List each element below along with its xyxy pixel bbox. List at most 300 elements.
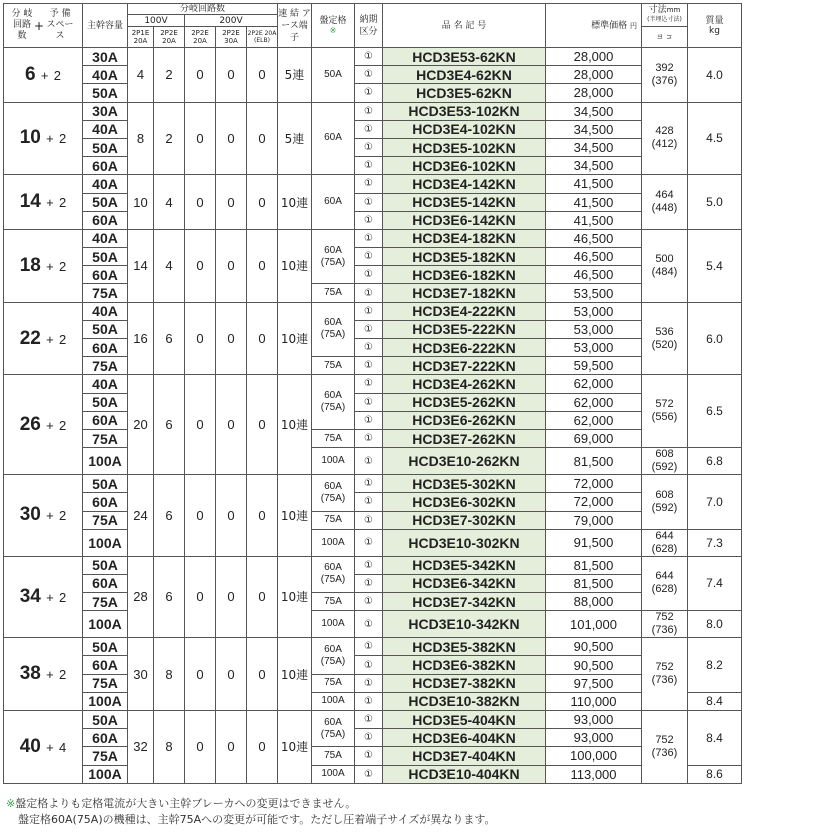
dimension-width: 752 — [655, 611, 674, 624]
price-value: 62,000 — [546, 393, 642, 411]
price-value: 34,500 — [546, 157, 642, 175]
price-value: 81,500 — [546, 448, 642, 475]
dimension-cell — [642, 48, 688, 103]
spare-count: 2 — [59, 667, 67, 683]
model-number: HCD3E10-382KN — [383, 692, 546, 710]
connection-cell: 10連 — [278, 229, 312, 302]
model-number: HCD3E7-342KN — [383, 593, 546, 611]
main-capacity: 30A — [83, 102, 128, 120]
dimension-flush-width: (592) — [651, 501, 678, 514]
rated-cell — [312, 765, 355, 783]
model-number: HCD3E6-222KN — [383, 339, 546, 357]
branch-count-cell: 6 — [154, 475, 185, 557]
header-connection-label: 速 結 アース端子 — [278, 8, 311, 43]
circuit-count: 40 — [19, 735, 41, 757]
dimension-width: 392 — [655, 61, 674, 74]
main-capacity: 50A — [83, 248, 128, 266]
table-row — [4, 711, 770, 729]
model-number: HCD3E5-404KN — [383, 711, 546, 729]
rated-value: 60A — [324, 480, 342, 492]
plus-sign: + — [46, 739, 54, 755]
branch-count-cell: 0 — [185, 556, 216, 638]
model-number: HCD3E53-62KN — [383, 48, 546, 66]
rated-cell — [312, 593, 355, 611]
main-capacity: 100A — [83, 692, 128, 710]
branch-count-cell: 6 — [154, 375, 185, 475]
dimension-flush-width: (556) — [651, 411, 678, 424]
model-number: HCD3E10-404KN — [383, 765, 546, 783]
delivery-class: ① — [355, 320, 383, 338]
spare-count: 2 — [59, 258, 67, 274]
rated-value: 75A — [324, 677, 342, 689]
rated-cell — [312, 711, 355, 747]
delivery-class: ① — [355, 84, 383, 102]
main-capacity: 50A — [83, 638, 128, 656]
dimension-flush-width: (628) — [651, 583, 678, 596]
weight-value: 5.4 — [688, 229, 742, 302]
main-capacity: 40A — [83, 120, 128, 138]
rated-cell — [312, 375, 355, 430]
table-row — [4, 638, 770, 656]
main-capacity: 100A — [83, 611, 128, 638]
branch-count-cell: 30 — [128, 638, 154, 711]
price-value: 34,500 — [546, 102, 642, 120]
header-connection — [278, 4, 312, 48]
branch-count-cell: 0 — [247, 711, 278, 784]
model-number: HCD3E5-342KN — [383, 556, 546, 574]
rated-cell — [312, 747, 355, 765]
main-capacity: 60A — [83, 574, 128, 592]
header-price-unit: 円 — [630, 21, 637, 30]
branch-count-cell: 8 — [128, 102, 154, 175]
main-capacity: 75A — [83, 593, 128, 611]
branch-count-cell: 0 — [185, 229, 216, 302]
plus-sign: + — [46, 589, 54, 605]
model-number: HCD3E7-182KN — [383, 284, 546, 302]
circuit-count: 26 — [19, 413, 41, 435]
footnote-line-2: 盤定格60A(75A)の機種は、主幹75Aへの変更が可能です。ただし圧着端子サイズが異なります。 — [18, 813, 496, 826]
main-capacity: 50A — [83, 138, 128, 156]
header-price — [546, 4, 642, 48]
branch-count-cell: 0 — [216, 302, 247, 375]
rated-cell — [312, 175, 355, 230]
branch-count-cell: 0 — [216, 48, 247, 103]
header-dim-note: (半埋込寸法) — [647, 16, 682, 23]
delivery-class: ① — [355, 357, 383, 375]
delivery-class: ① — [355, 692, 383, 710]
weight-value: 6.5 — [688, 375, 742, 448]
main-capacity: 60A — [83, 266, 128, 284]
branch-count-cell: 16 — [128, 302, 154, 375]
model-number: HCD3E6-182KN — [383, 266, 546, 284]
delivery-class: ① — [355, 157, 383, 175]
circuit-count: 30 — [19, 504, 41, 526]
delivery-class: ① — [355, 429, 383, 447]
price-value: 93,000 — [546, 711, 642, 729]
model-number: HCD3E5-182KN — [383, 248, 546, 266]
delivery-class: ① — [355, 66, 383, 84]
delivery-class: ① — [355, 375, 383, 393]
rated-cell — [312, 302, 355, 357]
header-dim-unit: mm — [666, 6, 681, 14]
model-number: HCD3E7-404KN — [383, 747, 546, 765]
plus-sign: + — [46, 131, 54, 147]
branch-count-cell: 24 — [128, 475, 154, 557]
table-row — [4, 611, 770, 638]
delivery-class: ① — [355, 339, 383, 357]
model-number: HCD3E7-222KN — [383, 357, 546, 375]
price-value: 41,500 — [546, 211, 642, 229]
delivery-class: ① — [355, 393, 383, 411]
model-number: HCD3E6-102KN — [383, 157, 546, 175]
main-capacity: 50A — [83, 393, 128, 411]
price-value: 46,500 — [546, 229, 642, 247]
delivery-class: ① — [355, 48, 383, 66]
plus-sign: + — [46, 258, 54, 274]
main-capacity: 30A — [83, 48, 128, 66]
rated-cell — [312, 692, 355, 710]
header-row-1 — [4, 4, 770, 15]
rated-alt-value: (75A) — [320, 329, 346, 341]
dimension-flush-width: (448) — [651, 202, 678, 215]
model-number: HCD3E6-342KN — [383, 574, 546, 592]
spare-count: 4 — [59, 739, 67, 755]
main-capacity: 60A — [83, 157, 128, 175]
circuit-count-cell — [4, 102, 83, 175]
rated-cell — [312, 429, 355, 447]
price-value: 110,000 — [546, 692, 642, 710]
spare-count: 2 — [59, 195, 67, 211]
model-number: HCD3E6-382KN — [383, 656, 546, 674]
price-value: 46,500 — [546, 248, 642, 266]
branch-count-cell: 0 — [247, 48, 278, 103]
header-spare-label: 予 備 スペース — [46, 9, 74, 41]
dimension-cell — [642, 611, 688, 638]
product-spec-table — [3, 3, 770, 784]
delivery-class: ① — [355, 475, 383, 493]
circuit-count: 34 — [19, 585, 41, 607]
price-value: 100,000 — [546, 747, 642, 765]
plus-sign: + — [46, 417, 54, 433]
rated-value: 75A — [324, 749, 342, 761]
branch-count-cell: 14 — [128, 229, 154, 302]
delivery-class: ① — [355, 175, 383, 193]
rated-alt-value: (75A) — [320, 655, 346, 667]
header-2p2e20-elb: 2P2E 20A (ELB) — [247, 27, 278, 48]
header-dim — [642, 4, 688, 27]
delivery-class: ① — [355, 448, 383, 475]
dimension-cell — [642, 529, 688, 556]
weight-value: 4.5 — [688, 102, 742, 175]
rated-cell — [312, 357, 355, 375]
dimension-width: 500 — [655, 252, 674, 265]
rated-value: 75A — [324, 359, 342, 371]
dimension-cell — [642, 302, 688, 375]
model-number: HCD3E6-404KN — [383, 729, 546, 747]
header-plus: + — [33, 18, 45, 33]
dimension-cell — [642, 638, 688, 711]
model-number: HCD3E6-262KN — [383, 411, 546, 429]
rated-value: 60A — [324, 132, 342, 144]
header-main-capacity: 主幹容量 — [83, 4, 128, 48]
price-value: 53,000 — [546, 302, 642, 320]
price-value: 28,000 — [546, 48, 642, 66]
main-capacity: 50A — [83, 475, 128, 493]
branch-count-cell: 0 — [185, 102, 216, 175]
weight-value: 8.4 — [688, 711, 742, 766]
main-capacity: 60A — [83, 656, 128, 674]
delivery-class: ① — [355, 411, 383, 429]
delivery-class: ① — [355, 611, 383, 638]
delivery-class: ① — [355, 765, 383, 783]
header-2p2e20-200v: 2P2E 20A — [185, 27, 216, 48]
model-number: HCD3E6-142KN — [383, 211, 546, 229]
circuit-count-cell — [4, 229, 83, 302]
table-row — [4, 448, 770, 475]
price-value: 62,000 — [546, 375, 642, 393]
connection-cell: 5連 — [278, 48, 312, 103]
price-value: 72,000 — [546, 475, 642, 493]
model-number: HCD3E4-62KN — [383, 66, 546, 84]
circuit-count-cell — [4, 302, 83, 375]
rated-value: 100A — [321, 768, 345, 780]
connection-cell: 10連 — [278, 711, 312, 784]
footnote-2 — [18, 813, 496, 826]
price-value: 53,000 — [546, 320, 642, 338]
branch-count-cell: 8 — [154, 711, 185, 784]
price-value: 28,000 — [546, 84, 642, 102]
rated-alt-value: (75A) — [320, 492, 346, 504]
weight-value: 5.0 — [688, 175, 742, 230]
dimension-width: 608 — [655, 488, 674, 501]
branch-count-cell: 2 — [154, 48, 185, 103]
header-rated-label: 盤定格 — [319, 15, 347, 26]
rated-value: 60A — [324, 716, 342, 728]
branch-count-cell: 0 — [216, 375, 247, 475]
price-value: 81,500 — [546, 574, 642, 592]
weight-value: 8.0 — [688, 611, 742, 638]
price-value: 79,000 — [546, 511, 642, 529]
dimension-cell — [642, 229, 688, 302]
plus-sign: + — [46, 508, 54, 524]
connection-cell: 10連 — [278, 475, 312, 557]
rated-value: 60A — [324, 562, 342, 574]
table-row — [4, 229, 770, 247]
weight-value: 4.0 — [688, 48, 742, 103]
delivery-class: ① — [355, 556, 383, 574]
main-capacity: 75A — [83, 429, 128, 447]
weight-value: 6.0 — [688, 302, 742, 375]
branch-count-cell: 0 — [216, 475, 247, 557]
rated-value: 100A — [321, 695, 345, 707]
dimension-flush-width: (736) — [651, 746, 678, 759]
branch-count-cell: 0 — [216, 229, 247, 302]
plus-sign: + — [46, 331, 54, 347]
connection-cell: 10連 — [278, 175, 312, 230]
model-number: HCD3E7-382KN — [383, 674, 546, 692]
main-capacity: 60A — [83, 493, 128, 511]
branch-count-cell: 0 — [185, 711, 216, 784]
main-capacity: 50A — [83, 556, 128, 574]
price-value: 46,500 — [546, 266, 642, 284]
price-value: 69,000 — [546, 429, 642, 447]
main-capacity: 40A — [83, 375, 128, 393]
spec-table-body — [4, 48, 770, 784]
plus-sign: + — [46, 195, 54, 211]
circuit-count: 10 — [19, 127, 41, 149]
main-capacity: 40A — [83, 175, 128, 193]
dimension-cell — [642, 102, 688, 175]
connection-cell: 10連 — [278, 375, 312, 475]
main-capacity: 50A — [83, 320, 128, 338]
delivery-class: ① — [355, 529, 383, 556]
spare-count: 2 — [59, 508, 67, 524]
circuit-count: 22 — [19, 327, 41, 349]
main-capacity: 75A — [83, 511, 128, 529]
price-value: 34,500 — [546, 138, 642, 156]
dimension-cell — [642, 556, 688, 611]
model-number: HCD3E5-382KN — [383, 638, 546, 656]
price-value: 72,000 — [546, 493, 642, 511]
main-capacity: 40A — [83, 66, 128, 84]
spare-count: 2 — [59, 131, 67, 147]
branch-count-cell: 32 — [128, 711, 154, 784]
header-price-label: 標準価格 — [591, 20, 628, 31]
branch-count-cell: 0 — [185, 48, 216, 103]
price-value: 97,500 — [546, 674, 642, 692]
model-number: HCD3E4-142KN — [383, 175, 546, 193]
header-rated — [312, 4, 355, 48]
main-capacity: 60A — [83, 411, 128, 429]
model-number: HCD3E6-302KN — [383, 493, 546, 511]
branch-count-cell: 8 — [154, 638, 185, 711]
model-number: HCD3E4-182KN — [383, 229, 546, 247]
rated-value: 50A — [324, 68, 342, 80]
delivery-class: ① — [355, 211, 383, 229]
main-capacity: 40A — [83, 302, 128, 320]
circuit-count-cell — [4, 638, 83, 711]
dimension-flush-width: (484) — [651, 265, 678, 278]
branch-count-cell: 0 — [247, 556, 278, 638]
table-row — [4, 175, 770, 193]
weight-value: 8.6 — [688, 765, 742, 783]
branch-count-cell: 0 — [216, 556, 247, 638]
weight-value: 7.3 — [688, 529, 742, 556]
rated-cell — [312, 475, 355, 511]
price-value: 93,000 — [546, 729, 642, 747]
dimension-flush-width: (412) — [651, 138, 678, 151]
rated-cell — [312, 674, 355, 692]
model-number: HCD3E5-262KN — [383, 393, 546, 411]
dimension-cell — [642, 175, 688, 230]
dimension-width: 752 — [655, 733, 674, 746]
circuit-count-cell — [4, 556, 83, 638]
delivery-class: ① — [355, 656, 383, 674]
model-number: HCD3E10-302KN — [383, 529, 546, 556]
price-value: 59,500 — [546, 357, 642, 375]
dimension-flush-width: (592) — [651, 461, 678, 474]
model-number: HCD3E7-302KN — [383, 511, 546, 529]
price-value: 101,000 — [546, 611, 642, 638]
branch-count-cell: 0 — [216, 102, 247, 175]
branch-count-cell: 0 — [247, 175, 278, 230]
dimension-width: 428 — [655, 125, 674, 138]
model-number: HCD3E5-62KN — [383, 84, 546, 102]
circuit-count-cell — [4, 175, 83, 230]
branch-count-cell: 0 — [247, 375, 278, 475]
price-value: 53,000 — [546, 339, 642, 357]
model-number: HCD3E4-262KN — [383, 375, 546, 393]
dimension-width: 644 — [655, 529, 674, 542]
delivery-class: ① — [355, 593, 383, 611]
spare-count: 2 — [59, 589, 67, 605]
delivery-class: ① — [355, 193, 383, 211]
branch-count-cell: 28 — [128, 556, 154, 638]
price-value: 53,500 — [546, 284, 642, 302]
delivery-class: ① — [355, 284, 383, 302]
dimension-flush-width: (736) — [651, 624, 678, 637]
header-200v: 200V — [185, 15, 278, 27]
table-row — [4, 475, 770, 493]
table-row — [4, 302, 770, 320]
circuit-count-cell — [4, 375, 83, 475]
spare-count: 2 — [53, 67, 61, 83]
branch-count-cell: 0 — [247, 229, 278, 302]
branch-count-cell: 20 — [128, 375, 154, 475]
rated-alt-value: (75A) — [320, 256, 346, 268]
branch-count-cell: 0 — [247, 102, 278, 175]
header-2p2e20-100v: 2P2E 20A — [154, 27, 185, 48]
main-capacity: 100A — [83, 529, 128, 556]
header-weight-unit: kg — [709, 25, 720, 36]
rated-value: 75A — [324, 287, 342, 299]
dimension-width: 572 — [655, 398, 674, 411]
circuit-count: 14 — [19, 191, 41, 213]
weight-value: 8.2 — [688, 638, 742, 693]
rated-alt-value: (75A) — [320, 402, 346, 414]
rated-value: 60A — [324, 244, 342, 256]
footnote-line-1: 盤定格よりも定格電流が大きい主幹ブレーカへの変更はできません。 — [15, 797, 357, 810]
price-value: 81,500 — [546, 556, 642, 574]
rated-value: 60A — [324, 196, 342, 208]
footnote-mark: ※ — [6, 797, 16, 810]
dimension-flush-width: (628) — [651, 542, 678, 555]
branch-count-cell: 4 — [154, 229, 185, 302]
model-number: HCD3E5-302KN — [383, 475, 546, 493]
weight-value: 8.4 — [688, 692, 742, 710]
table-row — [4, 48, 770, 66]
rated-cell — [312, 511, 355, 529]
circuit-count: 18 — [19, 254, 41, 276]
rated-value: 100A — [321, 455, 345, 467]
dimension-width: 644 — [655, 570, 674, 583]
rated-cell — [312, 611, 355, 638]
dimension-cell — [642, 448, 688, 475]
main-capacity: 75A — [83, 747, 128, 765]
delivery-class: ① — [355, 229, 383, 247]
connection-cell: 5連 — [278, 102, 312, 175]
price-value: 88,000 — [546, 593, 642, 611]
main-capacity: 75A — [83, 357, 128, 375]
branch-count-cell: 0 — [247, 475, 278, 557]
main-capacity: 100A — [83, 448, 128, 475]
rated-cell — [312, 284, 355, 302]
circuit-count-cell — [4, 711, 83, 784]
spare-count: 2 — [59, 331, 67, 347]
main-capacity: 50A — [83, 193, 128, 211]
header-2p1e: 2P1E 20A — [128, 27, 154, 48]
price-value: 90,500 — [546, 638, 642, 656]
